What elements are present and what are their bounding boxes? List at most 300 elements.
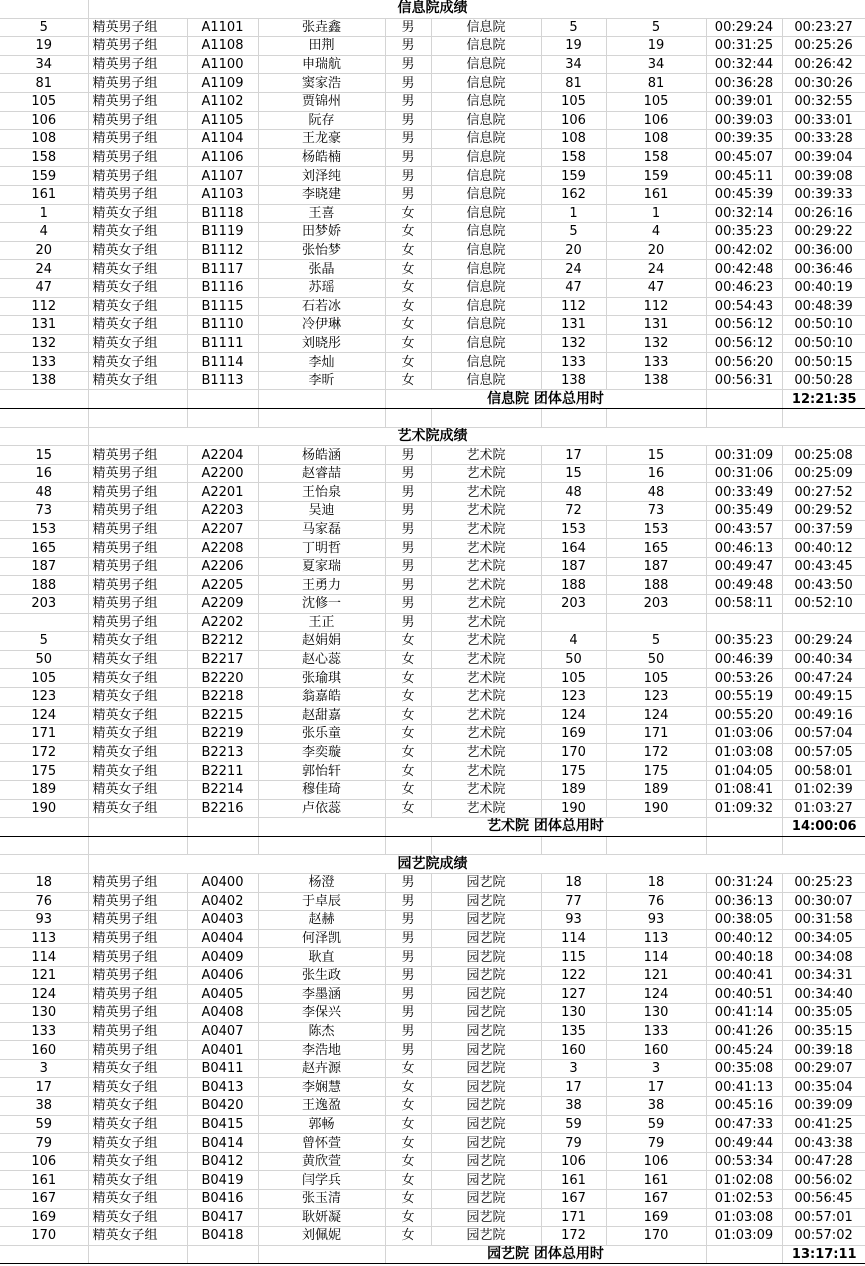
table-row: [0, 130, 865, 149]
table-row: [0, 204, 865, 223]
gun-rank-cell: 4: [541, 632, 606, 651]
gun-time-cell: 00:42:02: [706, 241, 782, 260]
table-row: [0, 241, 865, 260]
chip-rank-cell: 171: [606, 725, 706, 744]
chip-time-cell: 00:29:07: [782, 1059, 865, 1078]
group-cell: 精英男子组: [88, 595, 187, 614]
gun-time-cell: 01:04:05: [706, 762, 782, 781]
chip-time-cell: 00:49:16: [782, 706, 865, 725]
table-row: [0, 799, 865, 818]
gun-rank-cell: 132: [541, 334, 606, 353]
gun-time-cell: 00:53:34: [706, 1152, 782, 1171]
name-cell: 翁嘉皓: [258, 687, 385, 706]
rank-cell: 170: [0, 1227, 88, 1246]
group-cell: 精英女子组: [88, 371, 187, 390]
table-row: [0, 1115, 865, 1134]
bib-cell: B2214: [187, 780, 258, 799]
gun-rank-cell: 5: [541, 18, 606, 37]
name-cell: 赵赫: [258, 911, 385, 930]
gender-cell: 女: [385, 799, 431, 818]
rank-cell: 106: [0, 111, 88, 130]
rank-cell: 124: [0, 985, 88, 1004]
chip-rank-cell: 190: [606, 799, 706, 818]
college-cell: 园艺院: [431, 1004, 541, 1023]
chip-rank-cell: 106: [606, 1152, 706, 1171]
table-row: [0, 743, 865, 762]
chip-time-cell: 00:39:09: [782, 1097, 865, 1116]
rank-cell: 123: [0, 687, 88, 706]
gender-cell: 男: [385, 130, 431, 149]
group-cell: 精英女子组: [88, 204, 187, 223]
gun-time-cell: 00:32:14: [706, 204, 782, 223]
gender-cell: 男: [385, 1022, 431, 1041]
rank-cell: 81: [0, 74, 88, 93]
group-cell: 精英男子组: [88, 1022, 187, 1041]
group-cell: 精英男子组: [88, 1041, 187, 1060]
gun-rank-cell: 159: [541, 167, 606, 186]
gender-cell: 女: [385, 278, 431, 297]
name-cell: 黄欣萱: [258, 1152, 385, 1171]
gender-cell: 男: [385, 483, 431, 502]
gender-cell: 男: [385, 92, 431, 111]
gender-cell: 女: [385, 334, 431, 353]
name-cell: 赵卉源: [258, 1059, 385, 1078]
gun-time-cell: 00:35:23: [706, 632, 782, 651]
rank-cell: 106: [0, 1152, 88, 1171]
rank-cell: 165: [0, 539, 88, 558]
name-cell: 马家磊: [258, 520, 385, 539]
chip-rank-cell: 18: [606, 873, 706, 892]
gun-time-cell: 00:41:13: [706, 1078, 782, 1097]
group-cell: 精英女子组: [88, 1115, 187, 1134]
rank-cell: 24: [0, 260, 88, 279]
group-cell: 精英女子组: [88, 353, 187, 372]
table-row: [0, 1078, 865, 1097]
chip-rank-cell: 203: [606, 595, 706, 614]
chip-time-cell: [782, 613, 865, 632]
chip-rank-cell: 17: [606, 1078, 706, 1097]
college-cell: 信息院: [431, 260, 541, 279]
college-cell: 园艺院: [431, 948, 541, 967]
gun-time-cell: 01:08:41: [706, 780, 782, 799]
gun-rank-cell: 172: [541, 1227, 606, 1246]
rank-cell: 5: [0, 18, 88, 37]
college-cell: 信息院: [431, 334, 541, 353]
chip-time-cell: 00:47:24: [782, 669, 865, 688]
table-row: [0, 74, 865, 93]
name-cell: 李昕: [258, 371, 385, 390]
table-row: [0, 780, 865, 799]
chip-rank-cell: 159: [606, 167, 706, 186]
bib-cell: A0404: [187, 929, 258, 948]
rank-cell: 48: [0, 483, 88, 502]
college-cell: 艺术院: [431, 632, 541, 651]
chip-rank-cell: 106: [606, 111, 706, 130]
empty-cell: [258, 836, 385, 855]
gun-time-cell: 00:54:43: [706, 297, 782, 316]
chip-rank-cell: 16: [606, 464, 706, 483]
college-cell: 艺术院: [431, 669, 541, 688]
college-cell: 园艺院: [431, 1190, 541, 1209]
gun-rank-cell: 17: [541, 446, 606, 465]
table-row: [0, 1152, 865, 1171]
group-cell: 精英女子组: [88, 762, 187, 781]
gun-time-cell: 00:45:11: [706, 167, 782, 186]
gender-cell: 女: [385, 1227, 431, 1246]
gun-time-cell: 00:40:12: [706, 929, 782, 948]
bib-cell: A0402: [187, 892, 258, 911]
name-cell: 张晶: [258, 260, 385, 279]
gun-rank-cell: 130: [541, 1004, 606, 1023]
group-cell: 精英男子组: [88, 18, 187, 37]
group-cell: 精英男子组: [88, 966, 187, 985]
rank-cell: 138: [0, 371, 88, 390]
gender-cell: 男: [385, 502, 431, 521]
college-cell: 信息院: [431, 316, 541, 335]
chip-rank-cell: 59: [606, 1115, 706, 1134]
bib-cell: A2206: [187, 557, 258, 576]
rank-cell: 15: [0, 446, 88, 465]
college-cell: 园艺院: [431, 1041, 541, 1060]
chip-time-cell: 00:48:39: [782, 297, 865, 316]
college-cell: 信息院: [431, 55, 541, 74]
rank-cell: 5: [0, 632, 88, 651]
college-cell: 艺术院: [431, 557, 541, 576]
section-title: 园艺院成绩: [88, 855, 865, 874]
chip-time-cell: 00:30:26: [782, 74, 865, 93]
chip-time-cell: 00:39:18: [782, 1041, 865, 1060]
empty-cell: [606, 836, 706, 855]
empty-cell: [258, 409, 385, 428]
empty-cell: [258, 390, 385, 409]
gun-time-cell: [706, 613, 782, 632]
gun-rank-cell: 106: [541, 1152, 606, 1171]
chip-time-cell: 00:57:04: [782, 725, 865, 744]
rank-cell: 160: [0, 1041, 88, 1060]
gender-cell: 女: [385, 780, 431, 799]
gun-rank-cell: 123: [541, 687, 606, 706]
name-cell: 张玉清: [258, 1190, 385, 1209]
gender-cell: 女: [385, 687, 431, 706]
college-cell: 艺术院: [431, 464, 541, 483]
table-row: [0, 595, 865, 614]
gun-rank-cell: 105: [541, 92, 606, 111]
chip-time-cell: 00:43:38: [782, 1134, 865, 1153]
gun-rank-cell: 127: [541, 985, 606, 1004]
college-cell: 园艺院: [431, 892, 541, 911]
bib-cell: A1108: [187, 37, 258, 56]
empty-cell: [706, 818, 782, 837]
bib-cell: B1113: [187, 371, 258, 390]
group-cell: 精英男子组: [88, 92, 187, 111]
group-cell: 精英男子组: [88, 446, 187, 465]
team-total-row: [0, 818, 865, 837]
gun-rank-cell: 158: [541, 148, 606, 167]
gun-time-cell: 00:31:09: [706, 446, 782, 465]
name-cell: 闫学兵: [258, 1171, 385, 1190]
bib-cell: A1103: [187, 185, 258, 204]
table-row: [0, 185, 865, 204]
gun-time-cell: 00:35:08: [706, 1059, 782, 1078]
college-cell: 信息院: [431, 18, 541, 37]
rank-cell: [0, 613, 88, 632]
empty-cell: [0, 409, 88, 428]
gun-time-cell: 00:45:07: [706, 148, 782, 167]
gun-time-cell: 01:03:08: [706, 1208, 782, 1227]
gender-cell: 男: [385, 873, 431, 892]
chip-rank-cell: 160: [606, 1041, 706, 1060]
rank-cell: 187: [0, 557, 88, 576]
gun-time-cell: 00:43:57: [706, 520, 782, 539]
college-cell: 艺术院: [431, 613, 541, 632]
group-cell: 精英男子组: [88, 483, 187, 502]
group-cell: 精英女子组: [88, 1171, 187, 1190]
chip-rank-cell: 105: [606, 92, 706, 111]
chip-rank-cell: 76: [606, 892, 706, 911]
table-row: [0, 687, 865, 706]
gun-rank-cell: 115: [541, 948, 606, 967]
college-cell: 艺术院: [431, 725, 541, 744]
chip-rank-cell: 50: [606, 650, 706, 669]
table-row: [0, 1004, 865, 1023]
chip-rank-cell: 24: [606, 260, 706, 279]
group-cell: 精英男子组: [88, 892, 187, 911]
empty-cell: [706, 409, 782, 428]
name-cell: 田荆: [258, 37, 385, 56]
gender-cell: 男: [385, 929, 431, 948]
chip-time-cell: 00:33:28: [782, 130, 865, 149]
group-cell: 精英男子组: [88, 911, 187, 930]
gun-rank-cell: 5: [541, 223, 606, 242]
gender-cell: 女: [385, 1134, 431, 1153]
college-cell: 信息院: [431, 130, 541, 149]
group-cell: 精英女子组: [88, 725, 187, 744]
group-cell: 精英男子组: [88, 55, 187, 74]
group-cell: 精英女子组: [88, 297, 187, 316]
college-cell: 信息院: [431, 297, 541, 316]
chip-rank-cell: 169: [606, 1208, 706, 1227]
group-cell: 精英女子组: [88, 1134, 187, 1153]
name-cell: 王勇力: [258, 576, 385, 595]
gun-rank-cell: 47: [541, 278, 606, 297]
rank-cell: 38: [0, 1097, 88, 1116]
chip-time-cell: 00:43:50: [782, 576, 865, 595]
chip-time-cell: 00:29:24: [782, 632, 865, 651]
gender-cell: 男: [385, 111, 431, 130]
table-row: [0, 1171, 865, 1190]
bib-cell: B2216: [187, 799, 258, 818]
gun-rank-cell: 162: [541, 185, 606, 204]
gun-rank-cell: 34: [541, 55, 606, 74]
gun-rank-cell: 112: [541, 297, 606, 316]
name-cell: 贾锦州: [258, 92, 385, 111]
section-title-row: [0, 855, 865, 874]
bib-cell: A2205: [187, 576, 258, 595]
empty-cell: [187, 836, 258, 855]
group-cell: 精英女子组: [88, 241, 187, 260]
chip-time-cell: 00:34:31: [782, 966, 865, 985]
chip-time-cell: 00:34:08: [782, 948, 865, 967]
gun-rank-cell: 1: [541, 204, 606, 223]
bib-cell: A2209: [187, 595, 258, 614]
chip-time-cell: 00:35:15: [782, 1022, 865, 1041]
group-cell: 精英男子组: [88, 167, 187, 186]
gun-rank-cell: 164: [541, 539, 606, 558]
gun-time-cell: 00:47:33: [706, 1115, 782, 1134]
chip-time-cell: 00:50:10: [782, 334, 865, 353]
rank-cell: 59: [0, 1115, 88, 1134]
rank-cell: 175: [0, 762, 88, 781]
name-cell: 张乐童: [258, 725, 385, 744]
chip-rank-cell: 124: [606, 706, 706, 725]
table-row: [0, 55, 865, 74]
name-cell: 陈杰: [258, 1022, 385, 1041]
name-cell: 李晓建: [258, 185, 385, 204]
rank-cell: 189: [0, 780, 88, 799]
college-cell: 信息院: [431, 92, 541, 111]
rank-cell: 124: [0, 706, 88, 725]
college-cell: 园艺院: [431, 1171, 541, 1190]
bib-cell: A2207: [187, 520, 258, 539]
gun-rank-cell: 160: [541, 1041, 606, 1060]
college-cell: 艺术院: [431, 706, 541, 725]
gender-cell: 男: [385, 1041, 431, 1060]
rank-cell: 73: [0, 502, 88, 521]
gun-rank-cell: 175: [541, 762, 606, 781]
gun-rank-cell: 189: [541, 780, 606, 799]
college-cell: 园艺院: [431, 873, 541, 892]
gun-time-cell: 00:53:26: [706, 669, 782, 688]
bib-cell: A0407: [187, 1022, 258, 1041]
bib-cell: B0413: [187, 1078, 258, 1097]
bib-cell: B2220: [187, 669, 258, 688]
chip-time-cell: 00:43:45: [782, 557, 865, 576]
gun-time-cell: 00:56:12: [706, 334, 782, 353]
rank-cell: 34: [0, 55, 88, 74]
bib-cell: A0406: [187, 966, 258, 985]
empty-cell: [706, 390, 782, 409]
gender-cell: 男: [385, 576, 431, 595]
chip-rank-cell: 132: [606, 334, 706, 353]
rank-cell: 3: [0, 1059, 88, 1078]
gender-cell: 男: [385, 18, 431, 37]
empty-cell: [88, 390, 187, 409]
gender-cell: 女: [385, 297, 431, 316]
table-row: [0, 911, 865, 930]
empty-cell: [606, 409, 706, 428]
name-cell: 刘佩妮: [258, 1227, 385, 1246]
group-cell: 精英女子组: [88, 1059, 187, 1078]
gender-cell: 女: [385, 632, 431, 651]
rank-cell: 172: [0, 743, 88, 762]
gender-cell: 男: [385, 74, 431, 93]
chip-rank-cell: 38: [606, 1097, 706, 1116]
bib-cell: B2218: [187, 687, 258, 706]
chip-time-cell: 00:26:16: [782, 204, 865, 223]
chip-time-cell: 00:49:15: [782, 687, 865, 706]
gun-time-cell: 00:58:11: [706, 595, 782, 614]
gun-time-cell: 01:03:06: [706, 725, 782, 744]
college-cell: 园艺院: [431, 1134, 541, 1153]
gun-rank-cell: 105: [541, 669, 606, 688]
college-cell: 园艺院: [431, 929, 541, 948]
gender-cell: 男: [385, 966, 431, 985]
chip-rank-cell: 3: [606, 1059, 706, 1078]
gun-rank-cell: 18: [541, 873, 606, 892]
gun-time-cell: 00:45:39: [706, 185, 782, 204]
gun-time-cell: 00:38:05: [706, 911, 782, 930]
empty-cell: [431, 836, 541, 855]
bib-cell: A0409: [187, 948, 258, 967]
table-row: [0, 632, 865, 651]
college-cell: 园艺院: [431, 1208, 541, 1227]
group-cell: 精英女子组: [88, 706, 187, 725]
chip-time-cell: 00:56:45: [782, 1190, 865, 1209]
chip-rank-cell: 189: [606, 780, 706, 799]
chip-time-cell: 01:03:27: [782, 799, 865, 818]
chip-time-cell: 00:40:34: [782, 650, 865, 669]
gun-rank-cell: 114: [541, 929, 606, 948]
college-cell: 信息院: [431, 37, 541, 56]
gun-rank-cell: 167: [541, 1190, 606, 1209]
gun-rank-cell: 24: [541, 260, 606, 279]
rank-cell: 20: [0, 241, 88, 260]
college-cell: 园艺院: [431, 1022, 541, 1041]
rank-cell: 1: [0, 204, 88, 223]
bib-cell: A1106: [187, 148, 258, 167]
gender-cell: 女: [385, 1208, 431, 1227]
table-row: [0, 650, 865, 669]
group-cell: 精英男子组: [88, 37, 187, 56]
gun-time-cell: 00:35:49: [706, 502, 782, 521]
chip-rank-cell: 133: [606, 353, 706, 372]
gender-cell: 女: [385, 1059, 431, 1078]
chip-rank-cell: 5: [606, 632, 706, 651]
chip-rank-cell: 34: [606, 55, 706, 74]
bib-cell: B0417: [187, 1208, 258, 1227]
rank-cell: 16: [0, 464, 88, 483]
rank-cell: 169: [0, 1208, 88, 1227]
name-cell: 郭怡轩: [258, 762, 385, 781]
table-row: [0, 520, 865, 539]
gun-time-cell: 00:39:03: [706, 111, 782, 130]
chip-rank-cell: 187: [606, 557, 706, 576]
group-cell: 精英女子组: [88, 1227, 187, 1246]
gun-rank-cell: 106: [541, 111, 606, 130]
rank-cell: 108: [0, 130, 88, 149]
rank-cell: 132: [0, 334, 88, 353]
bib-cell: A2203: [187, 502, 258, 521]
bib-cell: B2215: [187, 706, 258, 725]
name-cell: 田梦娇: [258, 223, 385, 242]
gender-cell: 女: [385, 353, 431, 372]
empty-cell: [0, 818, 88, 837]
gun-rank-cell: 122: [541, 966, 606, 985]
gun-rank-cell: 81: [541, 74, 606, 93]
chip-rank-cell: 161: [606, 185, 706, 204]
chip-time-cell: 00:35:04: [782, 1078, 865, 1097]
bib-cell: B2217: [187, 650, 258, 669]
gun-time-cell: 00:42:48: [706, 260, 782, 279]
gun-time-cell: 00:35:23: [706, 223, 782, 242]
group-cell: 精英女子组: [88, 632, 187, 651]
chip-time-cell: 00:25:08: [782, 446, 865, 465]
name-cell: 何泽凯: [258, 929, 385, 948]
gender-cell: 女: [385, 316, 431, 335]
college-cell: 信息院: [431, 74, 541, 93]
group-cell: 精英男子组: [88, 613, 187, 632]
gun-time-cell: 00:31:06: [706, 464, 782, 483]
